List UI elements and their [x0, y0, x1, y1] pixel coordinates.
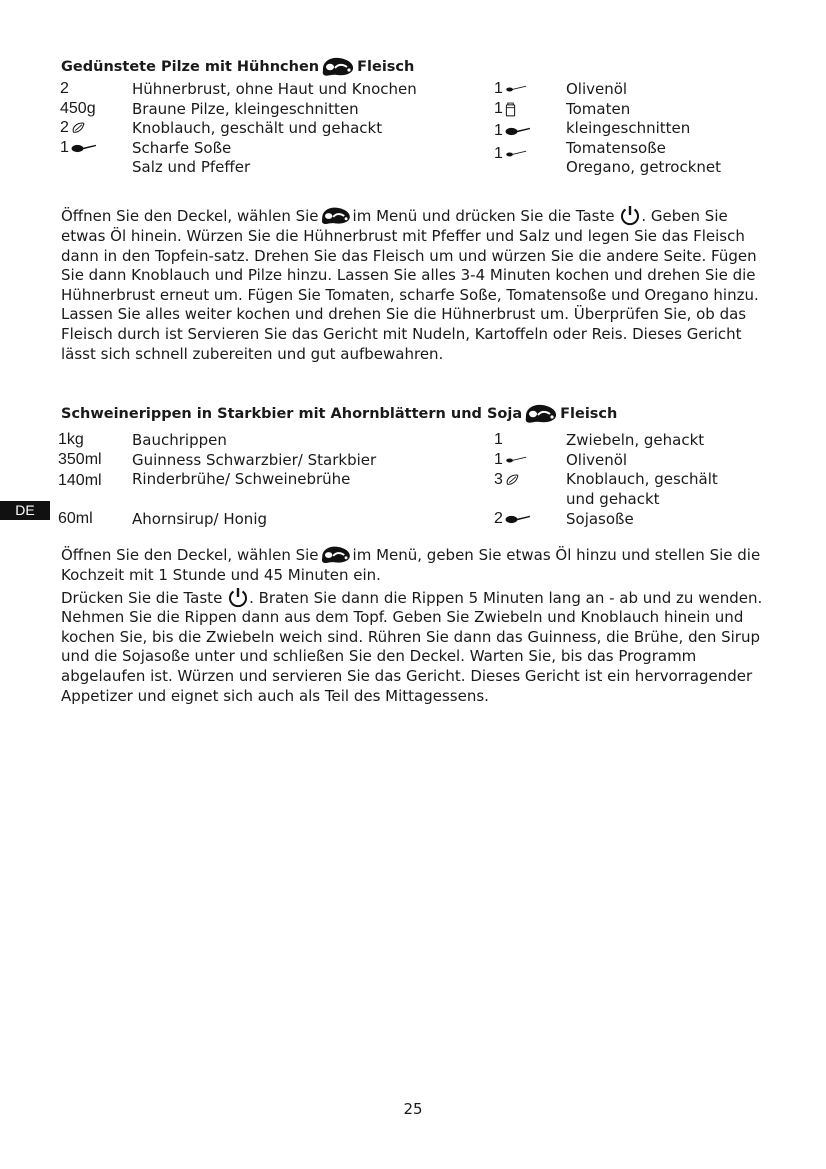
ingredient-text: Salz und Pfeffer	[132, 158, 251, 176]
instruction-text: wenden. Nehmen Sie die Rippen dann aus dem Topf. Geben Sie Zwiebeln und Knoblauch hinein und kochen Sie, bis die Zwiebeln weich sind. Rühren Sie dann das Guinness, die Brühe, den Sirup und die Sojasoße unter und schließen Sie den Deckel. Warten Sie, bis das Programm abgelaufen ist. Würzen und servieren Sie das Gericht. Dieses Gericht ist ein hervorragender Appetizer und eignet sich auch als Teil des Mittagessens.	[61, 588, 763, 705]
ingredient-text: Oregano, getrocknet	[566, 158, 722, 176]
instruction-text: Drücken Sie die Taste	[61, 588, 223, 607]
language-tab: DE	[0, 501, 50, 520]
ingredient-qty: 350ml	[58, 451, 102, 468]
teaspoon-icon	[505, 84, 527, 94]
tablespoon-icon	[505, 126, 531, 137]
recipe2-title-program: Fleisch	[560, 406, 618, 422]
page-number: 25	[403, 1100, 423, 1118]
can-icon	[505, 102, 516, 117]
meat-program-icon	[523, 402, 559, 426]
ingredient-qty-garlic	[60, 119, 86, 137]
recipe1-instructions	[61, 204, 773, 364]
tablespoon-icon	[505, 514, 531, 525]
instruction-text: Sie die Kochzeit mit 1 Stunde und 45 Minuten ein.	[61, 546, 761, 584]
ingredient-qty: 3	[494, 471, 503, 488]
ingredient-text: Tomaten	[566, 100, 631, 118]
instruction-text: im Menü, geben Sie etwas Öl hinzu und stellen	[352, 546, 705, 564]
ingredient-qty-can	[494, 100, 516, 118]
ingredient-qty: 2	[494, 510, 503, 527]
ingredient-text: Zwiebeln, gehackt	[566, 431, 705, 449]
ingredient-text: Hühnerbrust, ohne Haut und Knochen	[132, 80, 417, 98]
ingredient-qty: 1kg	[58, 431, 84, 448]
ingredient-text: Ahornsirup/ Honig	[132, 510, 268, 528]
ingredient-text: Guinness Schwarzbier/ Starkbier	[132, 451, 377, 469]
ingredient-text: Olivenöl	[566, 80, 628, 98]
meat-program-icon	[319, 205, 353, 227]
ingredient-qty: 60ml	[58, 510, 93, 527]
ingredient-qty: 1	[494, 100, 503, 117]
garlic-clove-icon	[505, 473, 520, 487]
teaspoon-icon	[505, 455, 527, 465]
ingredient-qty-spoon	[494, 80, 527, 98]
instruction-text: . Geben Sie	[641, 207, 728, 225]
ingredient-qty: 1	[494, 145, 503, 162]
ingredient-qty: 450g	[60, 100, 96, 117]
ingredient-text: Sojasoße	[566, 510, 634, 528]
ingredient-text: Scharfe Soße	[132, 139, 232, 157]
recipe2-title	[61, 402, 617, 426]
meat-program-icon	[320, 55, 356, 79]
ingredient-text: Bauchrippen	[132, 431, 227, 449]
ingredient-text: Knoblauch, geschält und gehackt	[132, 119, 383, 137]
teaspoon-icon	[505, 149, 527, 159]
ingredient-qty-spoon	[494, 451, 527, 469]
ingredient-qty: 2	[60, 80, 69, 97]
ingredient-qty-garlic	[494, 471, 520, 489]
ingredient-qty: 2	[60, 119, 69, 136]
ingredient-text: kleingeschnitten	[566, 119, 691, 137]
ingredient-qty-spoon	[494, 122, 531, 140]
ingredient-text: Rinderbrühe/ Schweinebrühe	[132, 470, 351, 488]
ingredient-qty: 140ml	[58, 472, 102, 489]
power-icon	[619, 204, 641, 226]
recipe2-title-text: Schweinerippen in Starkbier mit Ahornblättern und Soja	[61, 406, 523, 422]
garlic-clove-icon	[71, 121, 86, 135]
power-icon	[227, 586, 249, 608]
ingredient-text: Braune Pilze, kleingeschnitten	[132, 100, 359, 118]
instruction-text: etwas Öl hinein. Würzen Sie die Hühnerbrust mit Pfeffer und Salz und legen Sie das Fleisch dann in den Topfein-satz. Drehen Sie das Fleisch um und würzen Sie die andere Seite. Fügen Sie dann Knoblauch und Pilze hinzu. Lassen Sie alles 3-4 Minuten kochen und drehen Sie die Hühnerbrust erneut um. Fügen Sie Tomaten, scharfe Soße, Tomatensoße und Oregano hinzu. Lassen Sie alles weiter kochen und drehen Sie die Hühnerbrust um. Überprüfen Sie, ob das Fleisch durch ist Servieren Sie das Gericht mit Nudeln, Kartoffeln oder Reis. Dieses Gericht lässt sich schnell zubereiten und gut aufbewahren.	[61, 227, 759, 363]
tablespoon-icon	[71, 143, 97, 154]
instruction-text: Öffnen Sie den Deckel, wählen Sie	[61, 207, 319, 225]
ingredient-text: Olivenöl	[566, 451, 628, 469]
ingredient-qty: 1	[494, 451, 503, 468]
recipe1-title-program: Fleisch	[357, 59, 415, 75]
ingredient-qty-spoon	[494, 145, 527, 163]
ingredient-qty: 1	[494, 122, 503, 139]
ingredient-qty: 1	[494, 431, 503, 448]
ingredient-qty-spoon	[494, 510, 531, 528]
ingredient-text: Tomatensoße	[566, 139, 666, 157]
ingredient-qty-spoon	[60, 139, 97, 157]
instruction-text: Öffnen Sie den Deckel, wählen Sie	[61, 546, 319, 564]
recipe1-title	[61, 55, 414, 79]
ingredient-text: Knoblauch, geschält	[566, 470, 718, 488]
ingredient-qty: 1	[60, 139, 69, 156]
ingredient-text: und gehackt	[566, 490, 660, 508]
instruction-text: im Menü und drücken Sie die Taste	[352, 207, 615, 225]
recipe1-title-text: Gedünstete Pilze mit Hühnchen	[61, 59, 320, 75]
meat-program-icon	[319, 544, 353, 566]
recipe2-instructions	[61, 544, 773, 706]
ingredient-qty: 1	[494, 80, 503, 97]
instruction-text: . Braten Sie dann die Rippen 5 Minuten lang an - ab und zu	[249, 588, 694, 607]
